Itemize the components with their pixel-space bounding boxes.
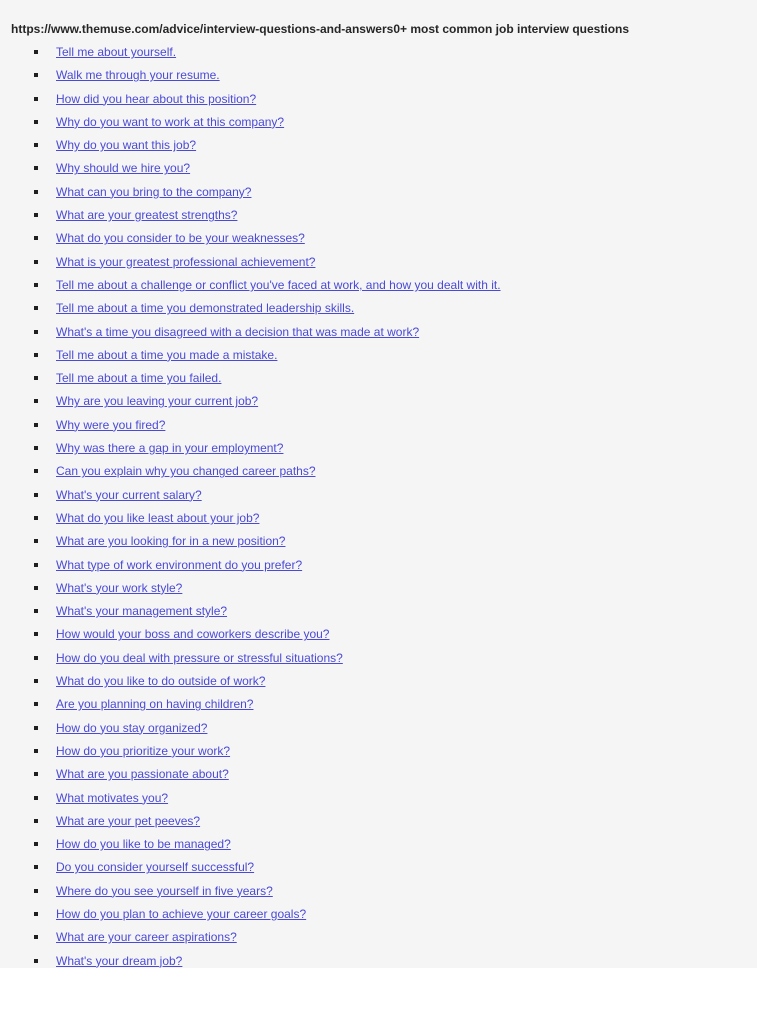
list-item bbox=[0, 952, 757, 975]
question-link[interactable]: What type of work environment do you prefer? bbox=[56, 557, 303, 572]
question-link[interactable]: Tell me about a time you made a mistake. bbox=[56, 347, 278, 362]
list-item bbox=[0, 928, 757, 951]
square-bullet-icon bbox=[34, 213, 38, 217]
source-url: https://www.themuse.com/advice/interview-questions-and-answers bbox=[11, 22, 394, 36]
list-item bbox=[0, 346, 757, 369]
question-link[interactable]: How would your boss and coworkers describe you? bbox=[56, 627, 330, 642]
square-bullet-icon bbox=[34, 539, 38, 543]
list-item bbox=[0, 462, 757, 485]
list-item bbox=[0, 229, 757, 252]
question-link[interactable]: How did you hear about this position? bbox=[56, 91, 257, 106]
list-item bbox=[0, 812, 757, 835]
square-bullet-icon bbox=[34, 726, 38, 730]
question-link[interactable]: How do you prioritize your work? bbox=[56, 743, 231, 758]
square-bullet-icon bbox=[34, 283, 38, 287]
square-bullet-icon bbox=[34, 97, 38, 101]
square-bullet-icon bbox=[34, 842, 38, 846]
question-link[interactable]: What are you passionate about? bbox=[56, 767, 229, 782]
square-bullet-icon bbox=[34, 493, 38, 497]
square-bullet-icon bbox=[34, 889, 38, 893]
question-link[interactable]: How do you stay organized? bbox=[56, 720, 208, 735]
list-item bbox=[0, 136, 757, 159]
square-bullet-icon bbox=[34, 306, 38, 310]
square-bullet-icon bbox=[34, 236, 38, 240]
list-item bbox=[0, 253, 757, 276]
square-bullet-icon bbox=[34, 190, 38, 194]
question-link[interactable]: What's a time you disagreed with a decision that was made at work? bbox=[56, 324, 420, 339]
question-link[interactable]: Why do you want to work at this company? bbox=[56, 114, 285, 129]
list-item bbox=[0, 323, 757, 346]
list-item bbox=[0, 392, 757, 415]
square-bullet-icon bbox=[34, 912, 38, 916]
square-bullet-icon bbox=[34, 959, 38, 963]
square-bullet-icon bbox=[34, 796, 38, 800]
question-link[interactable]: Tell me about a challenge or conflict you've faced at work, and how you dealt with it. bbox=[56, 277, 501, 292]
question-link[interactable]: Why are you leaving your current job? bbox=[56, 394, 259, 409]
square-bullet-icon bbox=[34, 749, 38, 753]
square-bullet-icon bbox=[34, 423, 38, 427]
list-item bbox=[0, 206, 757, 229]
question-link[interactable]: Where do you see yourself in five years? bbox=[56, 883, 273, 898]
square-bullet-icon bbox=[34, 865, 38, 869]
question-link[interactable]: What are your greatest strengths? bbox=[56, 208, 238, 223]
square-bullet-icon bbox=[34, 469, 38, 473]
question-link[interactable]: How do you plan to achieve your career goals? bbox=[56, 906, 307, 921]
question-link[interactable]: How do you like to be managed? bbox=[56, 837, 231, 852]
question-link[interactable]: Can you explain why you changed career paths? bbox=[56, 464, 316, 479]
list-item bbox=[0, 369, 757, 392]
square-bullet-icon bbox=[34, 632, 38, 636]
list-item bbox=[0, 858, 757, 881]
question-link[interactable]: Why were you fired? bbox=[56, 417, 166, 432]
list-item bbox=[0, 625, 757, 648]
question-link[interactable]: Walk me through your resume. bbox=[56, 68, 220, 83]
list-item bbox=[0, 882, 757, 905]
square-bullet-icon bbox=[34, 260, 38, 264]
question-link[interactable]: What can you bring to the company? bbox=[56, 184, 252, 199]
square-bullet-icon bbox=[34, 353, 38, 357]
list-item bbox=[0, 765, 757, 788]
list-item bbox=[0, 43, 757, 66]
square-bullet-icon bbox=[34, 166, 38, 170]
list-item bbox=[0, 183, 757, 206]
square-bullet-icon bbox=[34, 609, 38, 613]
square-bullet-icon bbox=[34, 702, 38, 706]
square-bullet-icon bbox=[34, 330, 38, 334]
square-bullet-icon bbox=[34, 586, 38, 590]
question-link[interactable]: What is your greatest professional achievement? bbox=[56, 254, 316, 269]
question-link[interactable]: Tell me about a time you demonstrated leadership skills. bbox=[56, 301, 355, 316]
list-item bbox=[0, 602, 757, 625]
question-link[interactable]: What's your dream job? bbox=[56, 953, 183, 968]
list-item bbox=[0, 579, 757, 602]
question-link[interactable]: Do you consider yourself successful? bbox=[56, 860, 255, 875]
square-bullet-icon bbox=[34, 376, 38, 380]
list-item bbox=[0, 742, 757, 765]
list-item bbox=[0, 532, 757, 555]
square-bullet-icon bbox=[34, 516, 38, 520]
question-link[interactable]: Are you planning on having children? bbox=[56, 697, 254, 712]
list-item bbox=[0, 649, 757, 672]
list-item bbox=[0, 509, 757, 532]
square-bullet-icon bbox=[34, 679, 38, 683]
list-item bbox=[0, 159, 757, 182]
square-bullet-icon bbox=[34, 143, 38, 147]
square-bullet-icon bbox=[34, 772, 38, 776]
question-link[interactable]: What are your pet peeves? bbox=[56, 813, 201, 828]
question-link[interactable]: Why was there a gap in your employment? bbox=[56, 441, 284, 456]
square-bullet-icon bbox=[34, 120, 38, 124]
list-item bbox=[0, 672, 757, 695]
question-link[interactable]: What's your management style? bbox=[56, 604, 228, 619]
question-link[interactable]: What do you consider to be your weaknesses? bbox=[56, 231, 305, 246]
question-link[interactable]: Tell me about a time you failed. bbox=[56, 371, 222, 386]
square-bullet-icon bbox=[34, 563, 38, 567]
question-link[interactable]: What motivates you? bbox=[56, 790, 169, 805]
question-link[interactable]: How do you deal with pressure or stressful situations? bbox=[56, 650, 343, 665]
list-item bbox=[0, 905, 757, 928]
list-item bbox=[0, 90, 757, 113]
question-link[interactable]: What are your career aspirations? bbox=[56, 930, 237, 945]
page-title: 0+ most common job interview questions bbox=[393, 22, 630, 36]
question-link[interactable]: What are you looking for in a new position? bbox=[56, 534, 286, 549]
list-item bbox=[0, 113, 757, 136]
question-link[interactable]: Why should we hire you? bbox=[56, 161, 191, 176]
square-bullet-icon bbox=[34, 819, 38, 823]
square-bullet-icon bbox=[34, 50, 38, 54]
list-item bbox=[0, 719, 757, 742]
list-item bbox=[0, 789, 757, 812]
question-list bbox=[0, 43, 757, 975]
square-bullet-icon bbox=[34, 399, 38, 403]
square-bullet-icon bbox=[34, 935, 38, 939]
question-link[interactable]: Tell me about yourself. bbox=[56, 45, 177, 59]
list-item bbox=[0, 416, 757, 439]
list-item bbox=[0, 439, 757, 462]
page-header bbox=[11, 22, 629, 36]
question-link[interactable]: What do you like to do outside of work? bbox=[56, 674, 266, 689]
question-link[interactable]: What's your current salary? bbox=[56, 487, 202, 502]
question-link[interactable]: Why do you want this job? bbox=[56, 138, 197, 153]
list-item bbox=[0, 299, 757, 322]
list-item bbox=[0, 276, 757, 299]
list-item bbox=[0, 556, 757, 579]
question-link[interactable]: What's your work style? bbox=[56, 580, 183, 595]
square-bullet-icon bbox=[34, 656, 38, 660]
list-item bbox=[0, 486, 757, 509]
list-item bbox=[0, 835, 757, 858]
list-item bbox=[0, 66, 757, 89]
question-link[interactable]: What do you like least about your job? bbox=[56, 510, 260, 525]
list-item bbox=[0, 695, 757, 718]
square-bullet-icon bbox=[34, 446, 38, 450]
square-bullet-icon bbox=[34, 73, 38, 77]
